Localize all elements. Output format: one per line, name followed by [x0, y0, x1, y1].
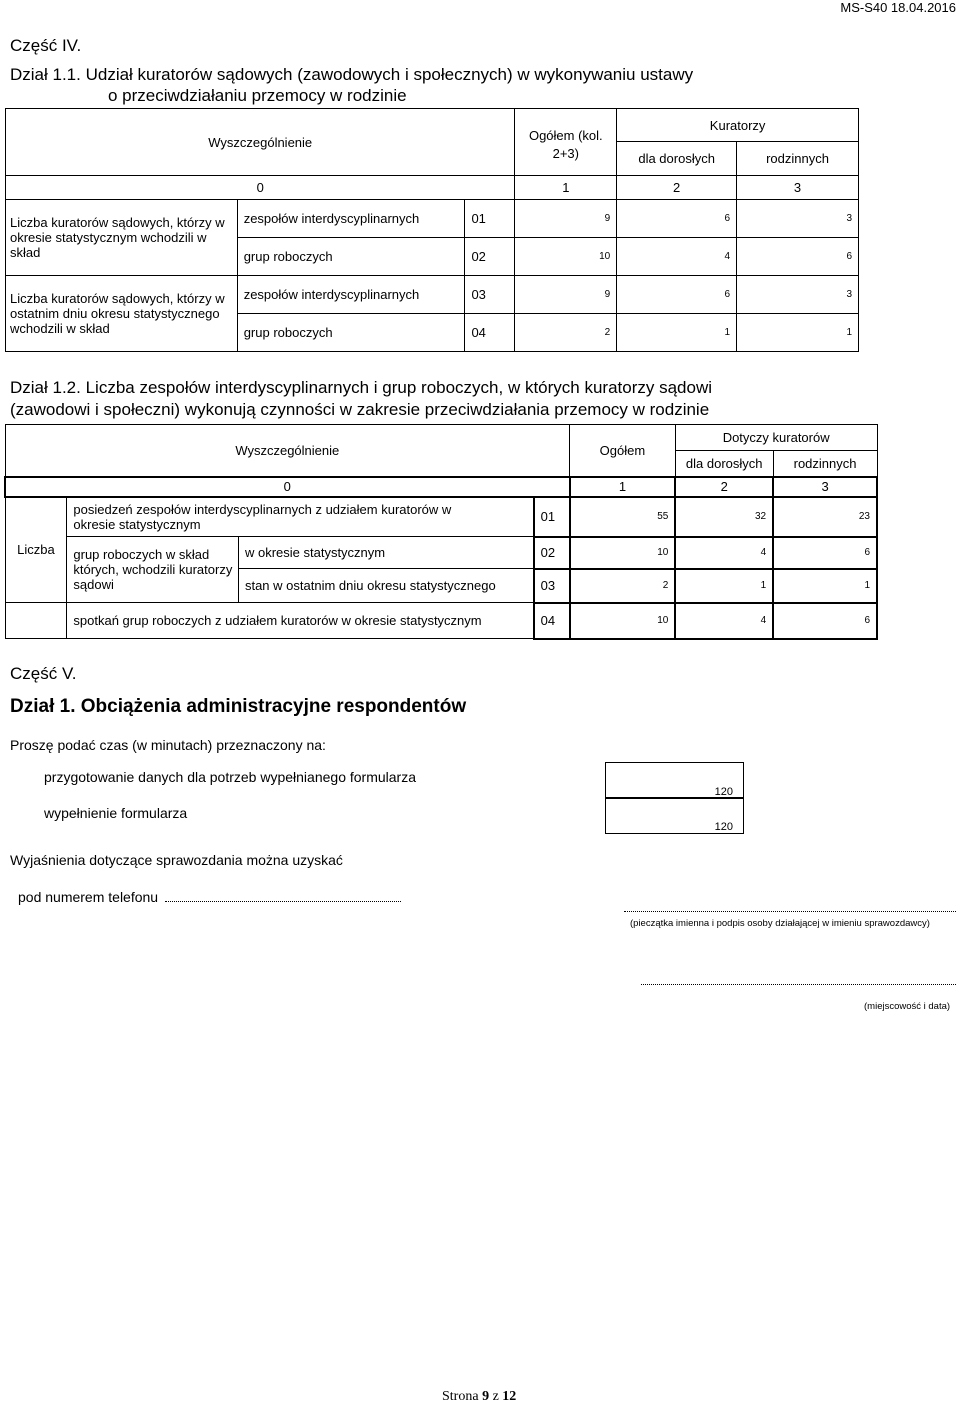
t1-row01-family: 3	[737, 200, 859, 238]
phone-row	[18, 889, 401, 905]
t1-row04-family: 1	[737, 314, 859, 352]
t2-header-adults: dla dorosłych	[675, 451, 773, 477]
t1-row02-total: 10	[515, 238, 617, 276]
page-total: 12	[502, 1389, 517, 1404]
page-separator: z	[492, 1389, 499, 1404]
phone-label: pod numerem telefonu	[18, 889, 159, 905]
t1-header-family: rodzinnych	[737, 142, 859, 176]
t2-row01-desc: posiedzeń zespołów interdyscyplinarnych z udziałem kuratorów w okresie statystycznym	[67, 497, 534, 537]
part-v-heading: Część V.	[10, 664, 77, 683]
signature-line	[624, 911, 956, 912]
t2-row04-desc: spotkań grup roboczych z udziałem kuratorów w okresie statystycznym	[67, 603, 534, 639]
t1-row03-total: 9	[515, 276, 617, 314]
t2-row04-adults: 4	[675, 603, 773, 639]
t1-header-kuratorzy: Kuratorzy	[617, 109, 859, 142]
t1-row04-desc: grup roboczych	[237, 314, 465, 352]
t1-header-adults: dla dorosłych	[617, 142, 737, 176]
table-1-1	[5, 108, 859, 352]
t2-group-label: grup roboczych w skład których, wchodzili kuratorzy sądowi	[67, 537, 239, 603]
section-1-2-heading-line2: (zawodowi i społeczni) wykonują czynności w zakresie przeciwdziałania przemocy w rodzinie	[10, 400, 710, 419]
t1-row03-code: 03	[465, 276, 515, 314]
place-date-caption: (miejscowość i data)	[864, 1001, 951, 1012]
t2-row03-code: 03	[534, 569, 570, 603]
part-iv-heading: Część IV.	[10, 36, 82, 55]
page-number	[442, 1389, 516, 1405]
t2-header-concerns: Dotyczy kuratorów	[675, 425, 877, 451]
t1-row01-total: 9	[515, 200, 617, 238]
t1-row02-family: 6	[737, 238, 859, 276]
t2-row04-spacer	[5, 603, 67, 639]
page-prefix: Strona	[442, 1389, 479, 1404]
place-date-line	[641, 984, 956, 985]
prep-time-value: 120	[714, 786, 733, 798]
t2-idx-0: 0	[5, 477, 570, 497]
t2-idx-3: 3	[773, 477, 877, 497]
section-1-2-heading-line1: Dział 1.2. Liczba zespołów interdyscyplinarnych i grup roboczych, w których kuratorzy sądowi	[10, 378, 713, 397]
t2-row-label: Liczba	[5, 497, 67, 603]
t1-idx-1: 1	[515, 176, 617, 200]
t2-idx-2: 2	[675, 477, 773, 497]
section-admin-burden-heading: Dział 1. Obciążenia administracyjne respondentów	[10, 696, 467, 717]
t2-row03-family: 1	[773, 569, 877, 603]
t1-idx-3: 3	[737, 176, 859, 200]
t1-header-spec: Wyszczególnienie	[6, 109, 515, 176]
t1-row02-adults: 4	[617, 238, 737, 276]
section-1-1-heading-line1: Dział 1.1. Udział kuratorów sądowych (zawodowych i społecznych) w wykonywaniu ustawy	[10, 65, 694, 84]
fill-time-value: 120	[714, 821, 733, 833]
t2-header-total: Ogółem	[570, 425, 676, 477]
t2-row02-family: 6	[773, 537, 877, 569]
t2-row02-adults: 4	[675, 537, 773, 569]
t1-row01-code: 01	[465, 200, 515, 238]
page-current: 9	[482, 1389, 490, 1404]
t1-row04-code: 04	[465, 314, 515, 352]
fill-time-box[interactable]	[605, 797, 744, 834]
t2-header-family: rodzinnych	[773, 451, 877, 477]
t2-row01-family: 23	[773, 497, 877, 537]
prep-time-box[interactable]	[605, 762, 744, 799]
t1-row03-desc: zespołów interdyscyplinarnych	[237, 276, 465, 314]
time-prompt: Proszę podać czas (w minutach) przeznaczony na:	[10, 737, 326, 753]
t1-header-total: Ogółem (kol. 2+3)	[515, 109, 617, 176]
t1-row03-adults: 6	[617, 276, 737, 314]
t1-idx-2: 2	[617, 176, 737, 200]
t1-row03-family: 3	[737, 276, 859, 314]
t2-row03-adults: 1	[675, 569, 773, 603]
section-1-1-heading-line2: o przeciwdziałaniu przemocy w rodzinie	[108, 86, 407, 105]
t2-row02-total: 10	[570, 537, 676, 569]
phone-field[interactable]	[165, 891, 401, 902]
explanations-text: Wyjaśnienia dotyczące sprawozdania można uzyskać	[10, 852, 343, 868]
stamp-caption: (pieczątka imienna i podpis osoby działającej w imieniu sprawozdawcy)	[630, 918, 930, 929]
t1-group1-label: Liczba kuratorów sądowych, którzy w okresie statystycznym wchodzili w skład	[6, 200, 238, 276]
t2-header-spec: Wyszczególnienie	[5, 425, 570, 477]
t2-row01-total: 55	[570, 497, 676, 537]
t2-row03-total: 2	[570, 569, 676, 603]
document-code: MS-S40 18.04.2016	[840, 0, 956, 15]
t1-idx-0: 0	[6, 176, 515, 200]
t2-row03-desc: stan w ostatnim dniu okresu statystycznego	[238, 569, 533, 603]
t1-row04-adults: 1	[617, 314, 737, 352]
t2-idx-1: 1	[570, 477, 676, 497]
t2-row01-adults: 32	[675, 497, 773, 537]
t1-group2-label: Liczba kuratorów sądowych, którzy w ostatnim dniu okresu statystycznego wchodzili w skład	[6, 276, 238, 352]
table-1-2	[4, 424, 878, 640]
t1-row02-desc: grup roboczych	[237, 238, 465, 276]
t2-row04-code: 04	[534, 603, 570, 639]
t1-row04-total: 2	[515, 314, 617, 352]
t1-row01-desc: zespołów interdyscyplinarnych	[237, 200, 465, 238]
t2-row04-family: 6	[773, 603, 877, 639]
fill-time-label: wypełnienie formularza	[44, 805, 188, 821]
t1-row01-adults: 6	[617, 200, 737, 238]
t2-row02-desc: w okresie statystycznym	[238, 537, 533, 569]
t1-row02-code: 02	[465, 238, 515, 276]
t2-row02-code: 02	[534, 537, 570, 569]
prep-time-label: przygotowanie danych dla potrzeb wypełnianego formularza	[44, 769, 416, 785]
t2-row01-code: 01	[534, 497, 570, 537]
t2-row04-total: 10	[570, 603, 676, 639]
